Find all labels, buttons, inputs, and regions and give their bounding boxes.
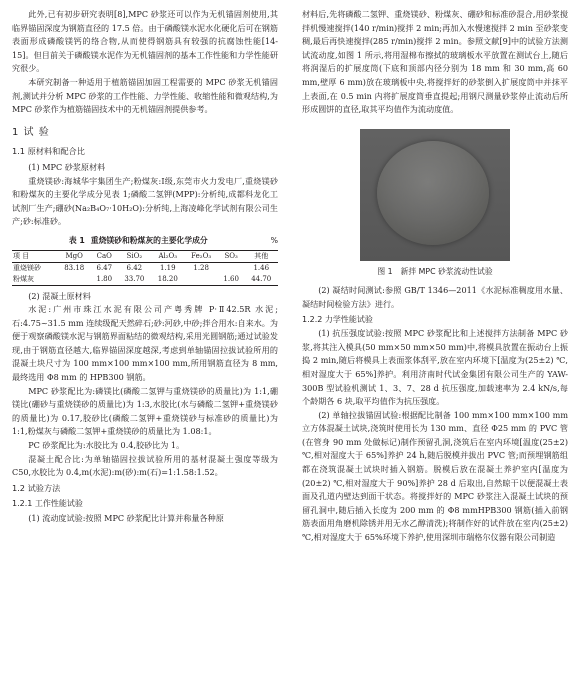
right-column (302, 8, 568, 545)
concrete-materials-paragraph: 水泥:广州市珠江水泥有限公司产粤秀牌 P·Ⅱ42.5R 水泥;石:4.75~31.5 mm 连续级配天然碎石;砂:河砂,中砂;拌合用水:自来水。为便于观察磷酸镁水泥与钢筋界面粘结的微观结构,采用光圆钢筋;通过试验发现,由于钢筋直径越大,临界锚固深度越深,考虑到单轴锚固拉拔试验所用的混凝土块尺寸为 100 mm×100 mm×100 mm,所用钢筋直径为 8 mm,最终选用 Φ8 mm 的 HPB300 钢筋。 (12, 304, 278, 383)
table-1-caption (12, 234, 278, 248)
table-cell: 6.42 (126, 263, 143, 272)
mpc-mix-paragraph: MPC 砂浆配比为:磷镁比(磷酸二氢钾与重烧镁砂的质量比)为 1:1,硼镁比(硼砂与重烧镁砂的质量比)为 1:3,水胶比(水与磷酸二氢钾+重烧镁砂的质量比)为 0.17,胶砂比(磷酸二氢钾+重烧镁砂与标准砂的质量比)为 1:1,粉煤灰与磷酸二氢钾+重烧镁砂的质量比为 1.08:1。 (12, 385, 278, 437)
flow-test-paragraph-start: (1) 流动度试验:按照 MPC 砂浆配比计算并称量各种原 (28, 513, 224, 523)
table-header-cell: 项 目 (13, 251, 30, 260)
intro-paragraph-1: 此外,已有初步研究表明[8],MPC 砂浆还可以作为无机锚固剂使用,其临界锚固深度为钢筋直径的 17.5 倍。由于磷酸镁水泥水化硬化后可在钢筋表面形成磷酸镁钙的络合物,从而使得钢筋具有较强的抗腐蚀性能[14-15]。但目前关于磷酸镁水泥作为无机锚固剂的基本工作性能和力学性能研究很少。 (12, 9, 278, 74)
table-1-chemical-composition (12, 250, 278, 286)
table-header-cell: MgO (65, 251, 83, 260)
table-1-number: 表 1 (68, 235, 85, 245)
table-cell: 18.20 (157, 274, 178, 283)
section-heading-experiment: 1 试 验 (12, 126, 50, 138)
table-cell: 1.46 (253, 263, 270, 272)
item-concrete-materials: (2) 混凝土原材料 (28, 290, 91, 301)
table-cell: 粉煤灰 (13, 274, 34, 283)
table-header-cell: Fe₂O₃ (191, 251, 212, 260)
table-cell: 1.28 (193, 263, 209, 272)
table-cell: 44.70 (251, 274, 272, 283)
table-cell (58, 274, 91, 286)
table-cell: 6.47 (96, 263, 113, 272)
table-header-cell: SO₃ (224, 251, 238, 260)
table-1-title: 重烧镁砂和粉煤灰的主要化学成分 (90, 235, 208, 245)
table-row (12, 274, 278, 286)
table-cell: 83.18 (64, 263, 85, 272)
table-cell: 1.19 (159, 263, 176, 272)
table-header-cell: SiO₂ (126, 251, 143, 260)
figure-1-caption (302, 265, 568, 279)
figure-1-caption-text: 新拌 MPC 砂浆流动性试验 (400, 266, 493, 276)
concrete-mix-paragraph: 混凝土配合比:为单轴锚固拉拔试验所用的基材混凝土强度等级为 C50,水胶比为 0.4,m(水泥):m(砂):m(石)=1:1.58:1.52。 (12, 453, 278, 478)
flow-test-paragraph-continued: 材料后,先将磷酸二氢钾、重烧镁砂、粉煤灰、硼砂和标准砂混合,用砂浆搅拌机慢速搅拌(140 r/min)搅拌 2 min;再加入水慢速搅拌 2 min 至砂浆变稠,最后再快速搅拌(285 r/min)搅拌 2 min。参照文献[9]中的试验方法测试流动度,如图 1 所示,将用湿棉布擦拭的玻璃板水平放置在测试台上,随后将润湿后的扩展度筒(下底和顶部内径分别为 18 mm 和 30 mm,高 60 mm,壁厚 6 mm)放在玻璃板中央,将搅拌好的砂浆倒入扩展度筒中并抹平上表面,在 0.5 min 内将扩展度筒垂直提起;用钢尺测量砂浆停止流动后所形成圆饼的直径,取其平均值作为流动度值。 (302, 9, 568, 115)
materials-paragraph: 重烧镁砂:海城华宇集团生产;粉煤灰:Ⅰ级,东莞市火力发电厂,重烧镁砂和粉煤灰的主要化学成分见表 1;磷酸二氢钾(MPP):分析纯,成都科龙化工试剂厂生产;硼砂(Na₂B₄O₇·10H₂O):分析纯,上海凌峰化学试剂有限公司生产;砂:标准砂。 (12, 175, 278, 227)
table-row (12, 262, 278, 274)
table-cell: 1.60 (223, 274, 239, 283)
figure-1-number: 图 1 (377, 266, 393, 276)
subsubsection-heading-workability: 1.2.1 工作性能试验 (12, 499, 83, 509)
compressive-strength-paragraph: (1) 抗压强度试验:按照 MPC 砂浆配比和上述搅拌方法制备 MPC 砂浆,将其注入模具(50 mm×50 mm×50 mm)中,将模具放置在振动台上振捣 2 min,随后将模具上表面浆体刮平,放在室内环境下[温度为(25±2) ℃,相对湿度大于 65%]养护。利用济南时代试金集团有限公司生产的 YAW-300B 型试验机测试 1、3、7、28 d 抗压强度,加载速率为 2.4 kN/s,每个龄期各 6 块,取平均值作为抗压强度。 (302, 328, 568, 407)
subsubsection-heading-mechanical: 1.2.2 力学性能试验 (302, 314, 373, 324)
subsection-heading-methods: 1.2 试验方法 (12, 482, 61, 493)
intro-paragraph-2: 本研究制备一种适用于植筋锚固加固工程需要的 MPC 砂浆无机锚固剂,测试并分析 MPC 砂浆的工作性能、力学性能、收缩性能和微观结构,为 MPC 砂浆作为植筋锚固技术中的无机锚固剂提供参考。 (12, 76, 278, 115)
table-cell: 33.70 (124, 274, 145, 283)
subsection-heading-materials: 1.1 原材料和配合比 (12, 146, 85, 157)
pullout-test-paragraph: (2) 单轴拉拔锚固试验:根据配比制备 100 mm×100 mm×100 mm 立方体混凝土试块,浇筑时使用长为 130 mm、直径 Φ25 mm 的 PVC 管(在管身 90 mm 处做标记)制作预留孔洞,浇筑后在室内环境[温度(25±2) ℃,相对湿度大于 65%]养护 24 h,随后脱模并拔出 PVC 管;而预埋钢筋组都在浇筑混凝土试块时插入钢筋。脱模后放在混凝土养护室内[温度为(20±2) ℃,相对湿度大于 90%]养护 28 d 后取出,自然晾干以便混凝土表面及孔道内壁达到面干状态。将搅拌好的 MPC 砂浆注入混凝土试块的预留孔洞中,随后插入长度为 200 mm 的 Φ8 mmHPB300 钢筋(插入前钢筋表面用角磨机除锈并用无水乙醇清洗);将制作好的试件放在室内(25±2) ℃,相对湿度大于 65%环境下养护,使用深圳市瑞格尔仪器有限公司制造 (302, 409, 568, 543)
table-1-unit: % (270, 235, 278, 245)
table-cell (185, 274, 218, 286)
setting-time-paragraph: (2) 凝结时间测试:参照 GB/T 1346—2011《水泥标准稠度用水量、凝结时间检验方法》进行。 (302, 285, 568, 309)
table-header-row (12, 250, 278, 262)
table-header-cell: Al₂O₃ (158, 251, 178, 260)
left-column (12, 8, 278, 526)
table-cell (218, 262, 245, 274)
table-cell: 重烧镁砂 (13, 263, 41, 272)
table-cell: 1.80 (96, 274, 113, 283)
pc-mix-paragraph: PC 砂浆配比为:水胶比为 0.4,胶砂比为 1。 (28, 440, 185, 451)
table-header-cell: 其他 (254, 251, 269, 260)
item-mpc-materials: (1) MPC 砂浆原材料 (28, 161, 106, 172)
figure-1-photo-mortar-spread (360, 129, 510, 261)
table-header-cell: CaO (96, 251, 112, 260)
